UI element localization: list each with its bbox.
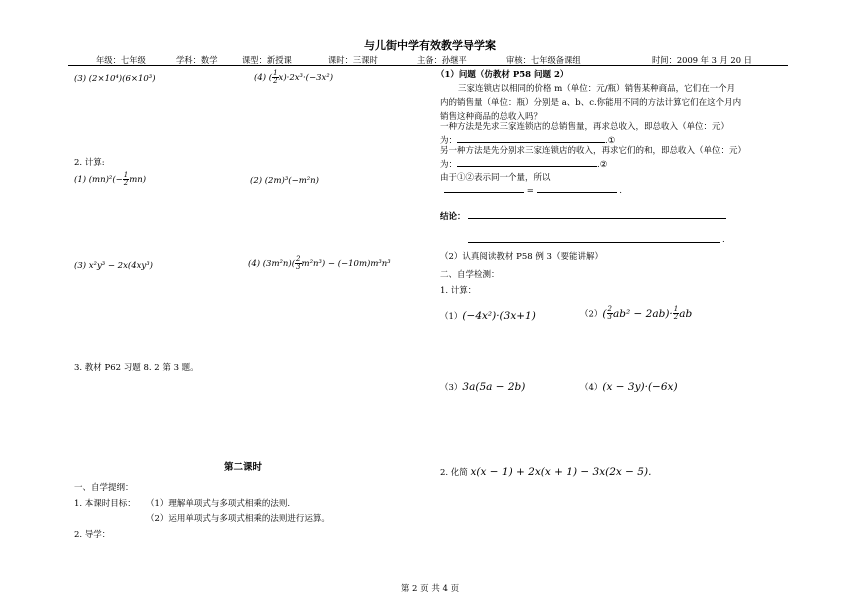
conclusion-label: 结论： xyxy=(440,212,466,222)
calc-2: (2) (2m)³(−m²n) xyxy=(250,176,319,186)
header-author: 主备：孙继平 xyxy=(417,55,467,65)
calc-3: (3) x²y³ − 2x(4xy³) xyxy=(74,261,153,271)
conclusion-line-2[interactable] xyxy=(468,242,720,243)
method-2-line1: 另一种方法是先分别求三家连锁店的收入，再求它们的和，即总收入（单位：元） xyxy=(440,146,747,156)
question-1-line1: 三家连锁店以相同的价格 m（单位：元/瓶）销售某种商品，它们在一个月 xyxy=(458,84,736,94)
goal-1: （1）理解单项式与多项式相乘的法则. xyxy=(146,499,291,509)
method-1-blank[interactable] xyxy=(457,142,605,143)
guide-label: 2. 导学： xyxy=(74,530,111,540)
header-date: 时间：2009 年 3 月 20 日 xyxy=(652,55,752,65)
header-reviewer: 审核：七年级备课组 xyxy=(506,55,581,65)
lesson-2-heading: 第二课时 xyxy=(224,462,263,473)
header-grade: 年级：七年级 xyxy=(96,55,146,65)
conclusion-end-dot: . xyxy=(722,235,725,245)
equation-left-blank[interactable] xyxy=(444,192,524,193)
calc-heading: 2. 计算: xyxy=(74,158,105,168)
method-2-blank[interactable] xyxy=(457,166,597,167)
since-line: 由于①②表示同一个量，所以 xyxy=(440,173,551,183)
method-1-line2: 为： .① xyxy=(440,136,616,146)
header-subject: 学科：数学 xyxy=(176,55,218,65)
equation-right-blank[interactable] xyxy=(537,192,617,193)
header-hours: 课时：三课时 xyxy=(328,55,378,65)
page-title: 与儿街中学有效教学导学案 xyxy=(364,39,496,52)
check-1: （1）(−4x²)·(3x+1) xyxy=(440,310,536,322)
check-4: （4）(x − 3y)·(−6x) xyxy=(580,381,678,393)
question-1-title: （1）问题（仿教材 P58 问题 2） xyxy=(436,70,569,80)
goal-label: 1. 本课时目标： xyxy=(74,499,136,509)
equation-line: = . xyxy=(444,186,622,196)
page-footer: 第 2 页 共 4 页 xyxy=(400,584,460,594)
problem-3: (3) (2×10⁴)(6×10³) xyxy=(74,74,156,84)
self-study-outline: 一、自学提纲： xyxy=(74,483,134,493)
method-2-line2: 为： .② xyxy=(440,160,608,170)
simplify-problem: 2. 化简 x(x − 1) + 2x(x + 1) − 3x(2x − 5). xyxy=(440,466,652,478)
header-type: 课型：新授课 xyxy=(242,55,292,65)
conclusion-line-1[interactable] xyxy=(468,218,726,219)
calc-1: (1) (mn)²(− $\frac{1}{2}$ mn) xyxy=(74,171,147,187)
goal-2: （2）运用单项式与多项式相乘的法则进行运算。 xyxy=(146,514,330,524)
check-3: （3）3a(5a − 2b) xyxy=(440,381,526,393)
problem-4: (4) ( $\frac{1}{2}$ x)·2x³·(−3x²) xyxy=(254,69,334,85)
question-1-line3: 销售这种商品的总收入吗？ xyxy=(440,112,543,122)
self-check-heading: 二、自学检测： xyxy=(440,270,500,280)
calc-label: 1. 计算： xyxy=(440,286,477,296)
check-2: （2）( $\frac{2}{3}$ ab² − 2ab)· $\frac{1}{2}$ ab xyxy=(580,305,693,321)
question-1-line2: 内的销售量（单位：瓶）分别是 a、b、c.你能用不同的方法计算它们在这个月内 xyxy=(440,98,742,108)
header-rule xyxy=(68,65,788,66)
calc-4: (4) (3m²n)( $\frac{2}{3}$ m²n³) − (−10m)m³n³ xyxy=(248,255,391,271)
method-1-line1: 一种方法是先求三家连锁店的总销售量，再求总收入，即总收入（单位：元） xyxy=(440,122,730,132)
question-2: （2）认真阅读教材 P58 例 3（要能讲解） xyxy=(440,252,603,262)
homework: 3. 教材 P62 习题 8. 2 第 3 题。 xyxy=(74,363,199,373)
